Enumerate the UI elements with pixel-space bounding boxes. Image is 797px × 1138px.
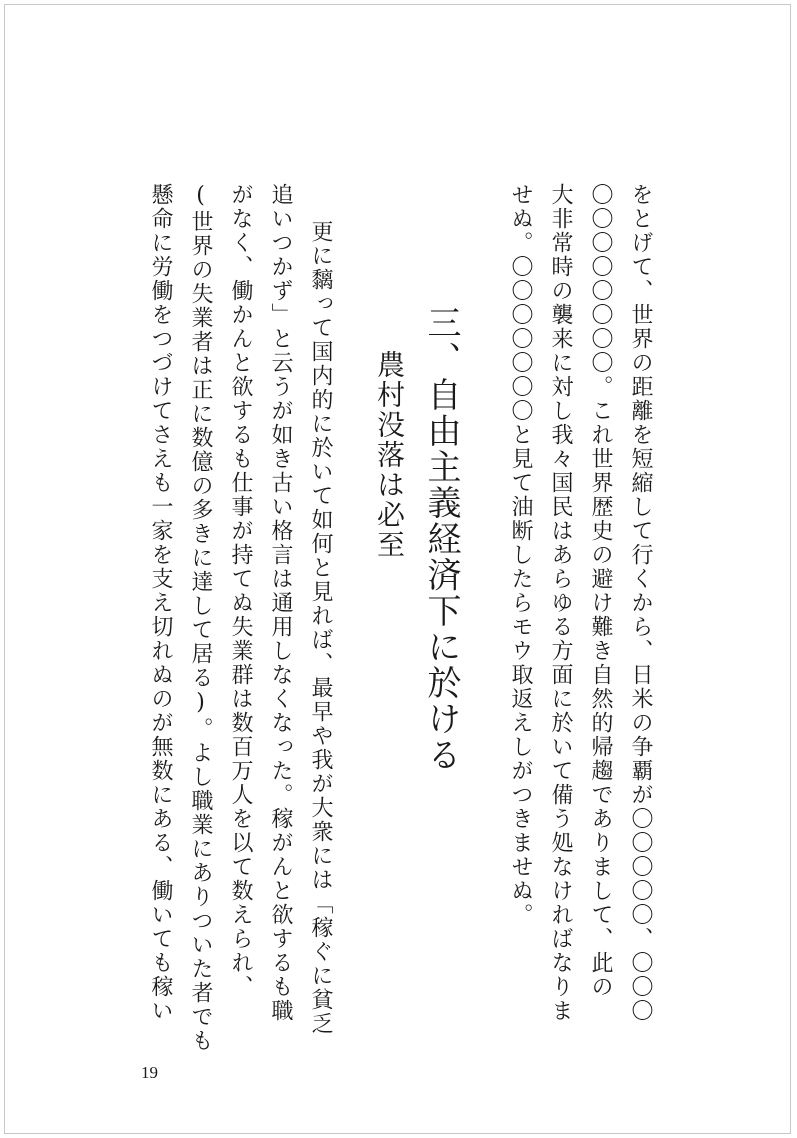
section-subheading: 農村没落は必至 <box>373 350 406 560</box>
paragraph-2-line-1: 更に黐って国内的に於いて如何と見れば、最早や我が大衆には「稼ぐに貧乏 <box>308 220 333 1036</box>
paragraph-1-line-2: 〇〇〇〇〇〇〇〇。これ世界歴史の避け難き自然的帰趨でありまして、此の <box>588 183 613 999</box>
paragraph-1-line-4: せぬ。〇〇〇〇〇〇〇と見て油断したらモウ取返えしがつきませぬ。 <box>508 183 533 927</box>
paragraph-1-line-3: 大非常時の襲来に対し我々国民はあらゆる方面に於いて備う処なければなりま <box>548 183 573 1023</box>
section-heading: 三、自由主義経済下に於ける <box>421 305 461 773</box>
paragraph-2-line-4: (世界の失業者は正に数億の多きに達して居る)。よし職業にありついた者でも <box>188 183 213 1053</box>
paragraph-2-line-5: 懸命に労働をつづけてさえも一家を支え切れぬのが無数にある、働いても稼い <box>148 183 173 1023</box>
paragraph-1-line-1: をとげて、世界の距離を短縮して行くから、日米の争覇が〇〇〇〇〇、〇〇〇 <box>628 183 653 1023</box>
page-number: 19 <box>141 1063 158 1082</box>
paragraph-2-line-3: がなく、働かんと欲するも仕事が持てぬ失業群は数百万人を以て数えられ、 <box>228 183 253 999</box>
book-page <box>4 4 791 1134</box>
paragraph-2-line-2: 追いつかず」と云うが如き古い格言は通用しなくなった。稼がんと欲するも職 <box>268 183 293 1023</box>
